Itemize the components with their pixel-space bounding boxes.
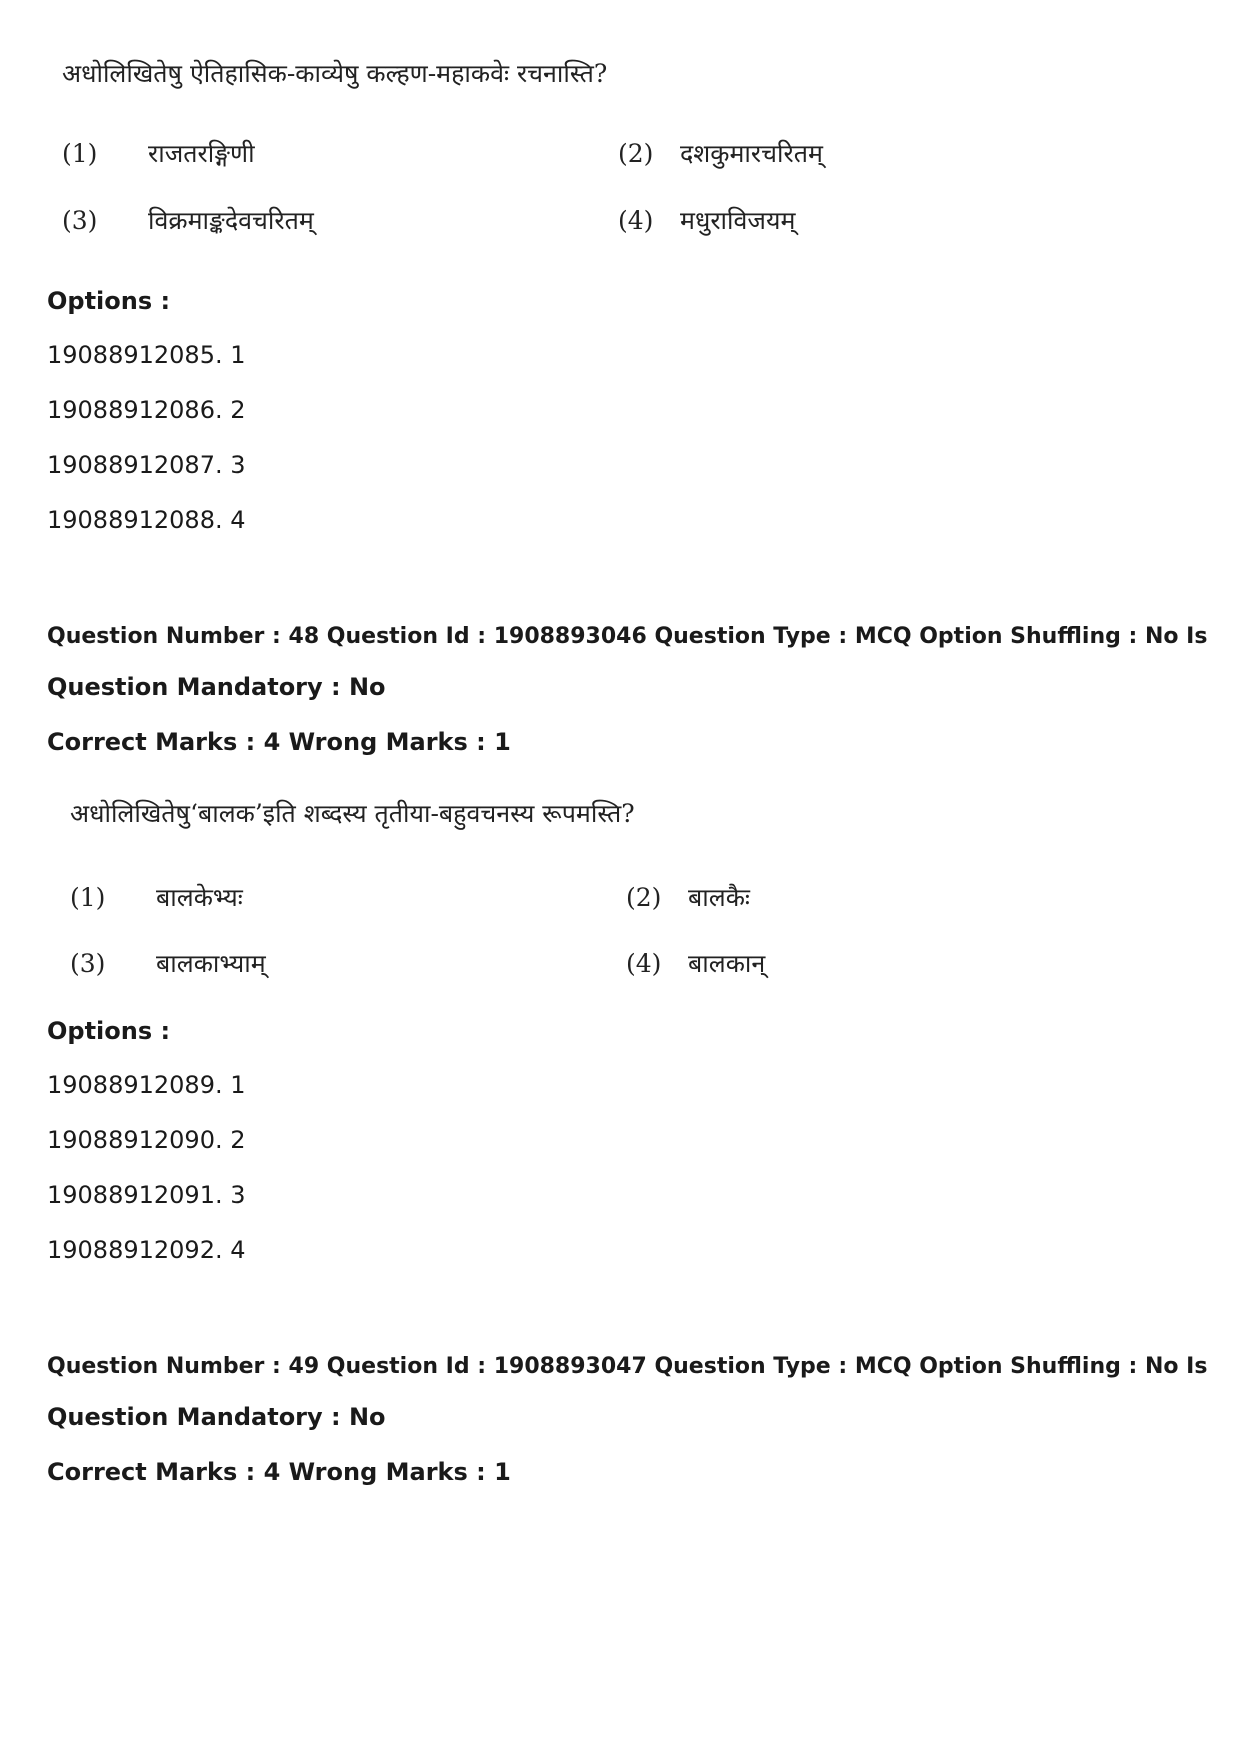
choice-3 — [70, 946, 266, 980]
question-header-49: Question Number : 49 Question Id : 1908893047 Question Type : MCQ Option Shuffling : No Is — [47, 1354, 1208, 1379]
question-stem: अधोलिखितेषु‘बालक’इति शब्दस्य तृतीया-बहुवचनस्य रूपमस्ति? — [70, 799, 635, 828]
question-marks-49: Correct Marks : 4 Wrong Marks : 1 — [47, 1458, 511, 1486]
choice-2 — [618, 136, 823, 170]
choice-text: बालकैः — [688, 883, 750, 912]
choice-number: (3) — [70, 949, 106, 978]
choice-4 — [626, 946, 765, 980]
question-header-48: Question Number : 48 Question Id : 1908893046 Question Type : MCQ Option Shuffling : No Is — [47, 624, 1208, 649]
choice-3 — [62, 203, 314, 237]
question-marks-48: Correct Marks : 4 Wrong Marks : 1 — [47, 728, 511, 756]
choice-number: (4) — [618, 206, 654, 235]
options-label: Options : — [47, 1017, 171, 1045]
choice-text: बालकेभ्यः — [156, 883, 243, 912]
choice-number: (3) — [62, 206, 98, 235]
choice-number: (4) — [626, 949, 662, 978]
choice-1 — [70, 880, 243, 914]
option-line: 19088912090. 2 — [47, 1126, 246, 1154]
option-line: 19088912092. 4 — [47, 1236, 246, 1264]
choice-text: बालकान् — [688, 949, 766, 978]
choice-text: राजतरङ्गिणी — [148, 139, 255, 168]
options-label: Options : — [47, 287, 171, 315]
choice-number: (1) — [62, 139, 98, 168]
choice-1 — [62, 136, 255, 170]
choice-number: (2) — [626, 883, 662, 912]
choice-number: (2) — [618, 139, 654, 168]
option-line: 19088912091. 3 — [47, 1181, 246, 1209]
option-line: 19088912088. 4 — [47, 506, 246, 534]
choice-2 — [626, 880, 750, 914]
choice-text: दशकुमारचरितम् — [680, 139, 823, 168]
question-image-48 — [0, 780, 1240, 980]
choice-text: बालकाभ्याम् — [156, 949, 266, 978]
option-line: 19088912089. 1 — [47, 1071, 246, 1099]
question-mandatory-49: Question Mandatory : No — [47, 1403, 386, 1431]
choice-text: मधुराविजयम् — [680, 206, 796, 235]
question-stem: अधोलिखितेषु ऐतिहासिक-काव्येषु कल्हण-महाकवेः रचनास्ति? — [62, 59, 608, 88]
question-image-47 — [0, 0, 1240, 250]
question-mandatory-48: Question Mandatory : No — [47, 673, 386, 701]
option-line: 19088912087. 3 — [47, 451, 246, 479]
option-line: 19088912085. 1 — [47, 341, 246, 369]
option-line: 19088912086. 2 — [47, 396, 246, 424]
choice-number: (1) — [70, 883, 106, 912]
choice-4 — [618, 203, 795, 237]
choice-text: विक्रमाङ्कदेवचरितम् — [148, 206, 314, 235]
